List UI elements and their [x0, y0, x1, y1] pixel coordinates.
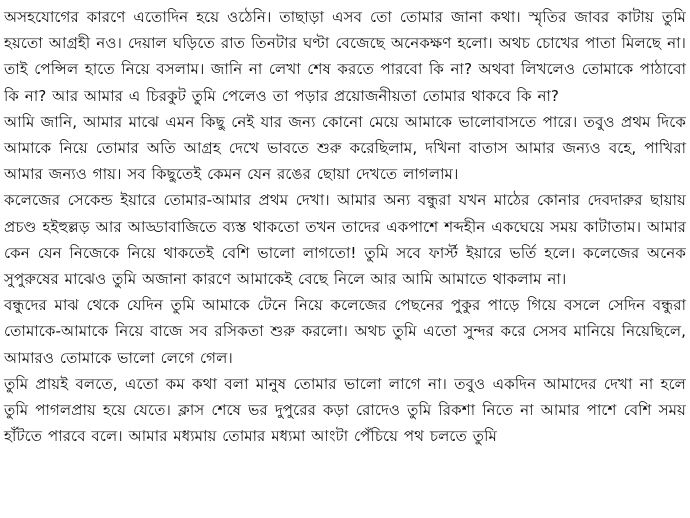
paragraph-3: কলেজের সেকেন্ড ইয়ারে তোমার-আমার প্রথম দেখা। আমার অন্য বন্ধুরা যখন মাঠের কোনার দেবদারুর ছায়ায় প্রচণ্ড হইহুল্লড় আর আড্ডাবাজিতে ব্যস্ত থাকতো তখন তাদের একপাশে শব্দহীন একঘেয়ে সময় কাটাতাম। আমার কেন যেন নিজেকে নিয়ে থাকতেই বেশি ভালো লাগতো! তুমি সবে ফার্স্ট ইয়ারে ভর্তি হলে। কলেজের অনেক সুপুরুষের মাঝেও তুমি অজানা কারণে আমাকেই বেছে নিলে আর আমি আমাতে থাকলাম না।	[4, 191, 686, 289]
paragraph-1: অসহযোগের কারণে এতোদিন হয়ে ওঠেনি। তাছাড়া এসব তো তোমার জানা কথা। স্মৃতির জাবর কাটায় তুমি হয়তো আগ্রহী নও। দেয়াল ঘড়িতে রাত তিনটার ঘণ্টা বেজেছে অনেকক্ষণ হলো। অথচ চোখের পাতা মিলছে না। তাই পেন্সিল হাতে নিয়ে বসলাম। জানি না লেখা শেষ করতে পারবো কি না? অথবা লিখলেও তোমাকে পাঠাবো কি না? আর আমার এ চিরকুট তুমি পেলেও তা পড়ার প্রয়োজনীয়তা তোমার থাকবে কি না?	[4, 8, 686, 105]
paragraph-2: আমি জানি, আমার মাঝে এমন কিছু নেই যার জন্য কোনো মেয়ে আমাকে ভালোবাসতে পারে। তবুও প্রথম দিকে আমাকে নিয়ে তোমার অতি আগ্রহ দেখে ভাবতে শুরু করেছিলাম, দখিনা বাতাস আমার জন্যও বহে, পাখিরা আমার জন্যও গায়। সব কিছুতেই কেমন যেন রঙের ছোয়া দেখতে লাগলাম।	[4, 112, 686, 184]
paragraph-4: বন্ধুদের মাঝ থেকে যেদিন তুমি আমাকে টেনে নিয়ে কলেজের পেছনের পুকুর পাড়ে গিয়ে বসলে সেদিন বন্ধুরা তোমাকে-আমাকে নিয়ে বাজে সব রসিকতা শুরু করলো। অথচ তুমি এতো সুন্দর করে সেসব মানিয়ে নিয়েছিলে, আমারও তোমাকে ভালো লেগে গেল।	[4, 296, 686, 367]
paragraph-5: তুমি প্রায়ই বলতে, এতো কম কথা বলা মানুষ তোমার ভালো লাগে না। তবুও একদিন আমাদের দেখা না হলে তুমি পাগলপ্রায় হয়ে যেতে। ক্লাস শেষে ভর দুপুরের কড়া রোদেও তুমি রিকশা নিতে না আমার পাশে বেশি সময় হাঁটতে পারবে বলে। আমার মধ্যমায় তোমার মধ্যমা আংটা পেঁচিয়ে পথ চলতে তুমি	[4, 374, 686, 446]
